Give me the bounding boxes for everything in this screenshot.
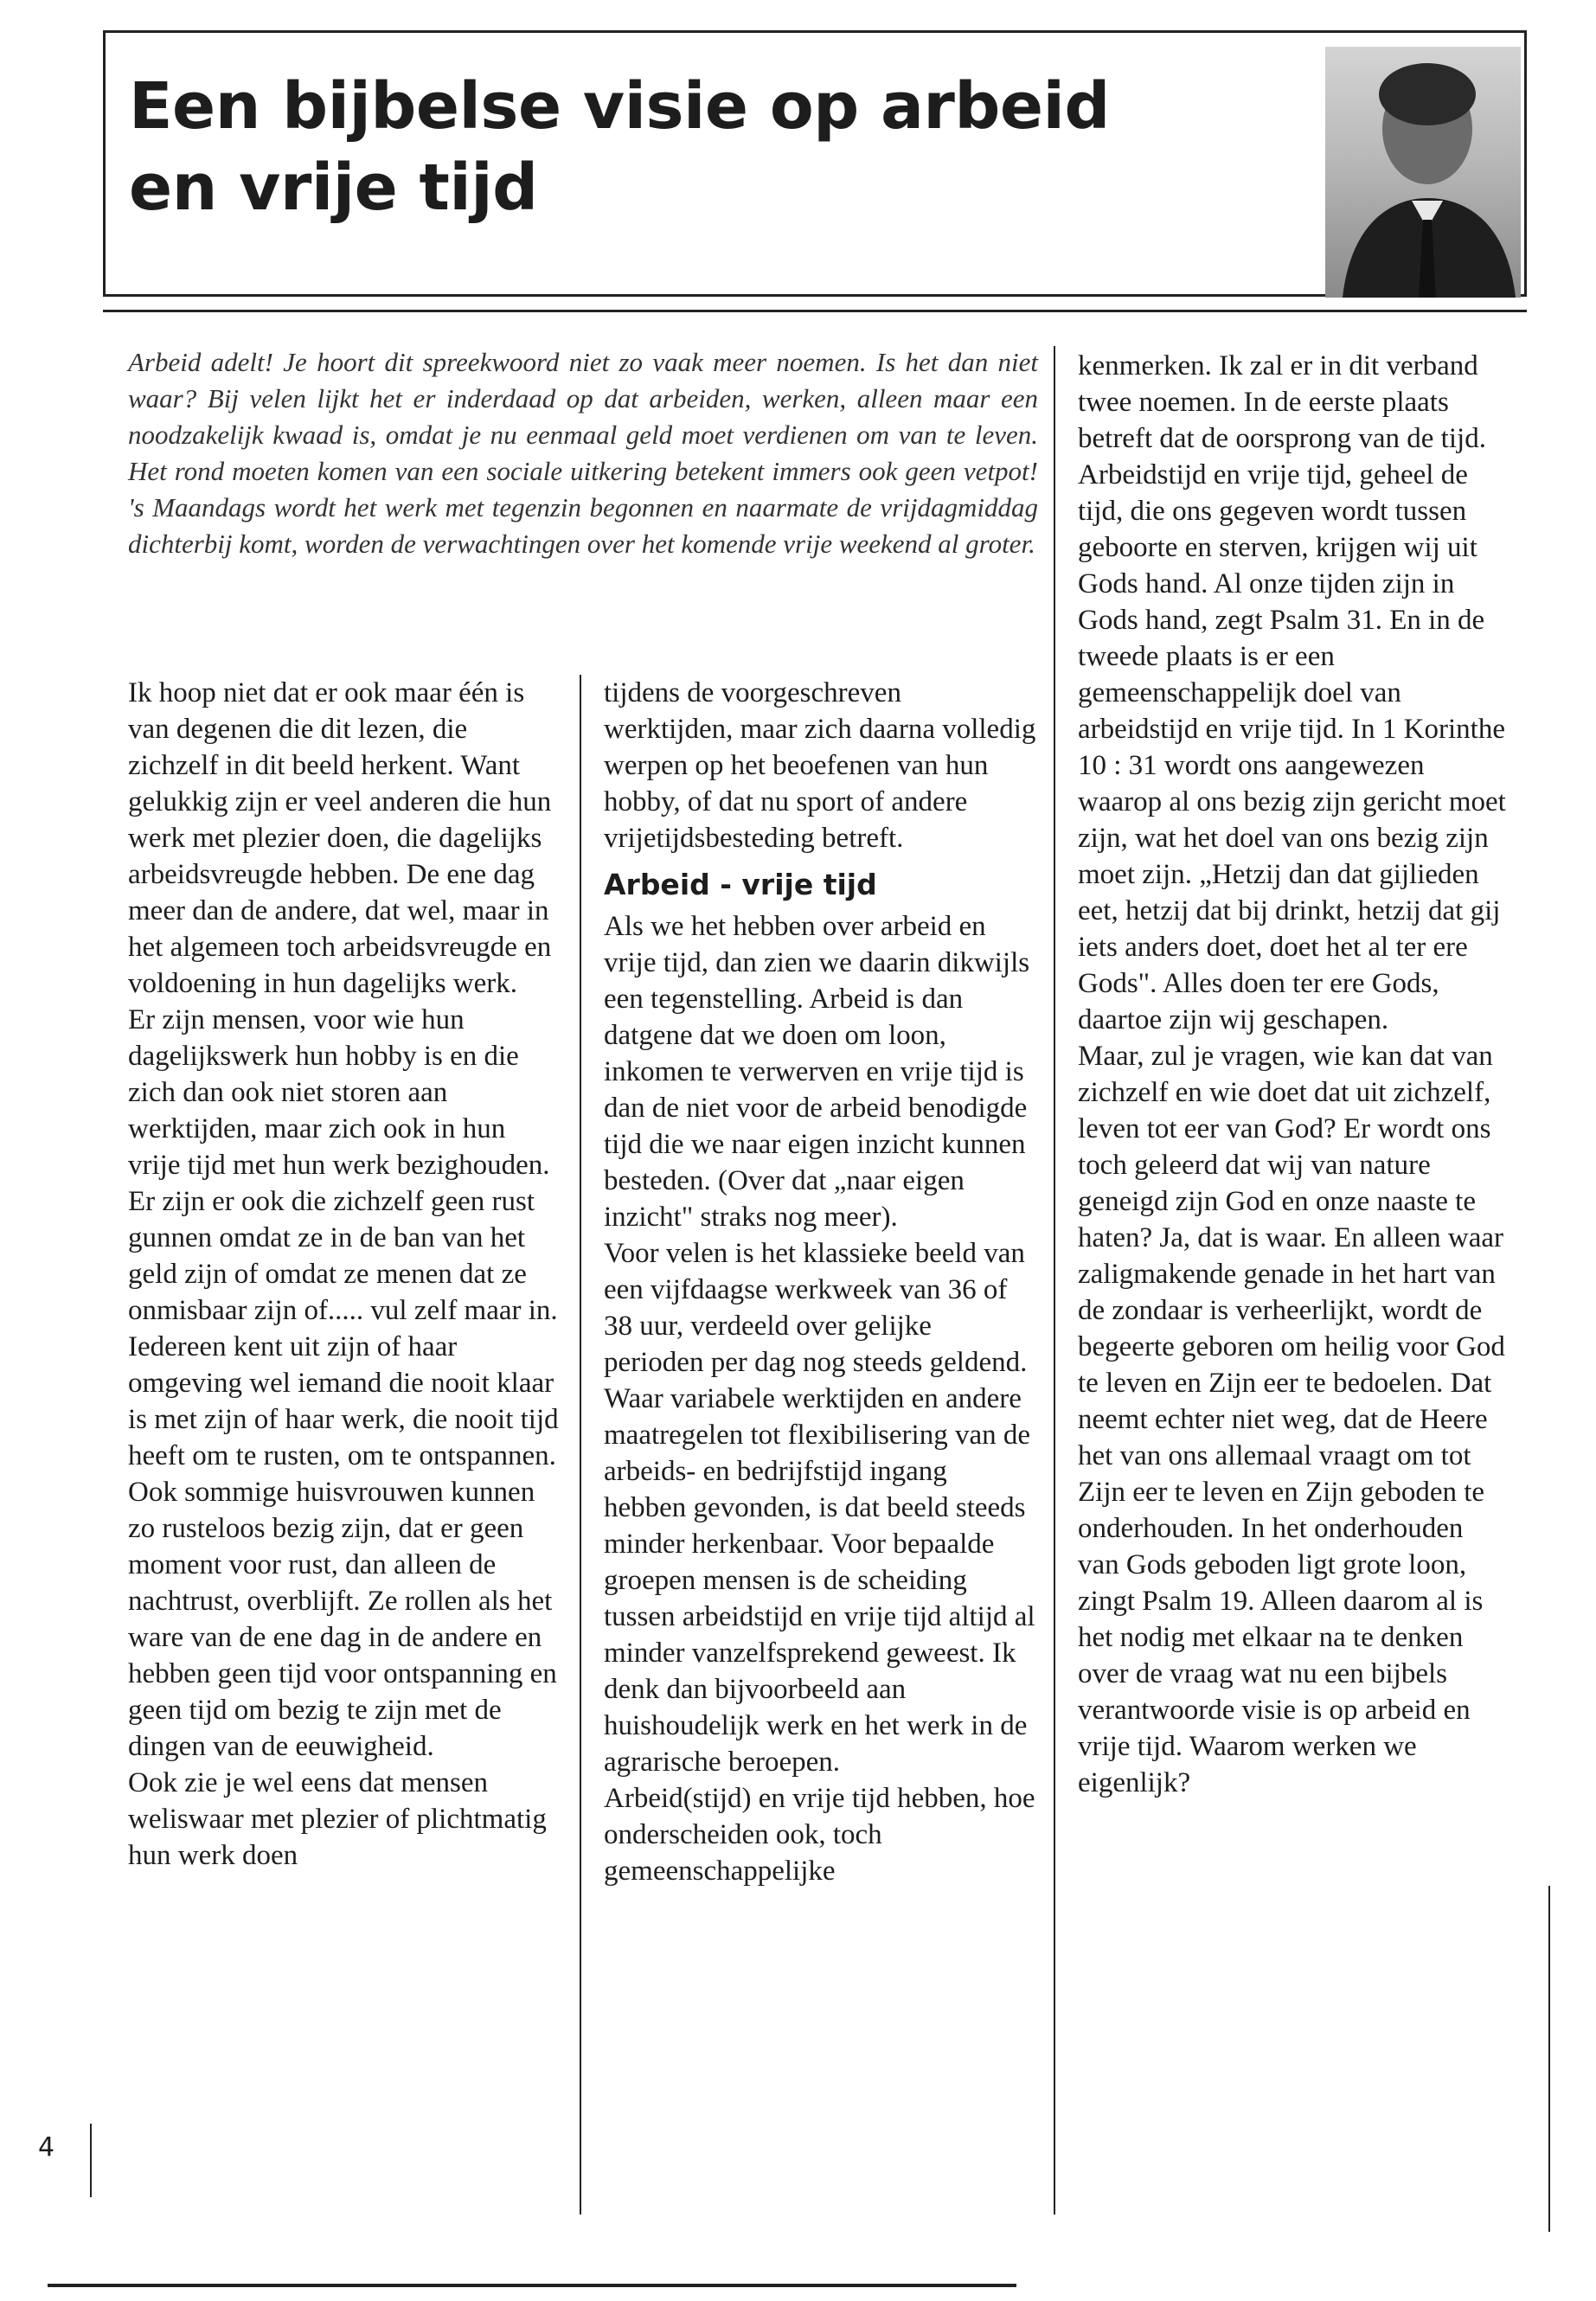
bottom-rule [48, 2284, 1016, 2287]
article-title [129, 66, 1297, 228]
page-number-rule [90, 2124, 92, 2197]
author-photo [1325, 47, 1521, 298]
column-2 [604, 675, 1036, 1889]
column-1 [128, 675, 561, 1874]
column-2-paragraph-2: Als we het hebben over arbeid en vrije tijd, dan zien we daarin dikwijls een tegenstelling. Arbeid is dan datgene dat we doen om loon, inkomen te verwerven en vrije tijd is dan de niet voor de arbeid benodigde tijd die we naar eigen inzicht kunnen besteden. (Over dat „naar eigen inzicht" straks nog meer). [604, 911, 1030, 1233]
title-line-2: en vrije tijd [129, 151, 538, 225]
column-1-paragraph-2: Er zijn mensen, voor wie hun dagelijkswerk hun hobby is en die zich dan ook niet storen aan werktijden, maar zich ook in hun vrije tijd met hun werk bezighouden. Er zijn er ook die zichzelf geen rust gunnen omdat ze in de ban van het geld zijn of omdat ze menen dat ze onmisbaar zijn of..... vul zelf maar in. Iedereen kent uit zijn of haar omgeving wel iemand die nooit klaar is met zijn of haar werk, die nooit tijd heeft om te rusten, om te ontspannen. Ook sommige huisvrouwen kunnen zo rusteloos bezig zijn, dat er geen moment voor rust, dan alleen de nachtrust, overblijft. Ze rollen als het ware van de ene dag in de andere en hebben geen tijd voor ontspanning en geen tijd om bezig te zijn met de dingen van de eeuwigheid. [128, 1004, 559, 1762]
column-2-paragraph-3: Voor velen is het klassieke beeld van een vijfdaagse werkweek van 36 of 38 uur, verdeeld over gelijke perioden per dag nog steeds geldend. Waar variabele werktijden en andere maatregelen tot flexibilisering van de arbeids- en bedrijfstijd ingang hebben gevonden, is dat beeld steeds minder herkenbaar. Voor bepaalde groepen mensen is de scheiding tussen arbeidstijd en vrije tijd altijd al minder vanzelfsprekend geweest. Ik denk dan bijvoorbeeld aan huishoudelijk werk en het werk in de agrarische beroepen. [604, 1238, 1035, 1778]
header-rule [103, 310, 1527, 312]
column-divider-2 [1054, 346, 1055, 2214]
lede: Arbeid adelt! Je hoort dit spreekwoord niet zo vaak meer noemen. Is het dan niet waar? Bij velen lijkt het er inderdaad op dat arbeiden, werken, alleen maar een noodzakelijk kwaad is, omdat je nu eenmaal geld moet verdienen om van te leven. Het rond moeten komen van een sociale uitkering betekent immers ook geen vetpot! 's Maandags wordt het werk met tegenzin begonnen en naarmate de vrijdagmiddag dichterbij komt, worden de verwachtingen over het komende vrije weekend al groter. [128, 347, 1038, 559]
column-2-paragraph-4: Arbeid(stijd) en vrije tijd hebben, hoe onderscheiden ook, toch gemeenschappelijke [604, 1783, 1035, 1887]
column-divider-1 [580, 675, 581, 2214]
column-3-paragraph-1: kenmerken. Ik zal er in dit verband twee noemen. In de eerste plaats betreft dat de oorsprong van de tijd. Arbeidstijd en vrije tijd, geheel de tijd, die ons gegeven wordt tussen geboorte en sterven, krijgen wij uit Gods hand. Al onze tijden zijn in Gods hand, zegt Psalm 31. En in de tweede plaats is er een gemeenschappelijk doel van arbeidstijd en vrije tijd. In 1 Korinthe 10 : 31 wordt ons aangewezen waarop al ons bezig zijn gericht moet zijn, wat het doel van ons bezig zijn moet zijn. „Hetzij dan dat gijlieden eet, hetzij dat bij drinkt, hetzij dat gij iets anders doet, doet het al ter ere Gods". Alles doen ter ere Gods, daartoe zijn wij geschapen. [1078, 350, 1506, 1035]
right-edge-rule [1548, 1886, 1550, 2232]
column-1-paragraph-1: Ik hoop niet dat er ook maar één is van degenen die dit lezen, die zichzelf in dit beeld herkent. Want gelukkig zijn er veel anderen die hun werk met plezier doen, die dagelijks arbeidsvreugde hebben. De ene dag meer dan de andere, dat wel, maar in het algemeen toch arbeidsvreugde en voldoening in hun dagelijks werk. [128, 677, 552, 999]
subheading: Arbeid - vrije tijd [604, 868, 877, 901]
title-line-1: Een bijbelse visie op arbeid [129, 69, 1110, 144]
column-3-paragraph-2: Maar, zul je vragen, wie kan dat van zichzelf en wie doet dat uit zichzelf, leven tot eer van God? Er wordt ons toch geleerd dat wij van nature geneigd zijn God en onze naaste te haten? Ja, dat is waar. En alleen waar zaligmakende genade in het hart van de zondaar is verheerlijkt, wordt de begeerte geboren om heilig voor God te leven en Zijn eer te bedoelen. Dat neemt echter niet weg, dat de Heere het van ons allemaal vraagt om tot Zijn eer te leven en Zijn geboden te onderhouden. In het onderhouden van Gods geboden ligt grote loon, zingt Psalm 19. Alleen daarom al is het nodig met elkaar na te denken over de vraag wat nu een bijbels verantwoorde visie is op arbeid en vrije tijd. Waarom werken we eigenlijk? [1078, 1041, 1505, 1798]
column-1-paragraph-3: Ook zie je wel eens dat mensen weliswaar met plezier of plichtmatig hun werk doen [128, 1767, 547, 1871]
portrait-image [1325, 47, 1521, 298]
title-box [103, 30, 1527, 297]
column-2-paragraph-1: tijdens de voorgeschreven werktijden, maar zich daarna volledig werpen op het beoefenen van hun hobby, of dat nu sport of andere vrijetijdsbesteding betreft. [604, 677, 1036, 854]
column-3 [1078, 348, 1510, 1801]
page-number: 4 [38, 2132, 55, 2163]
